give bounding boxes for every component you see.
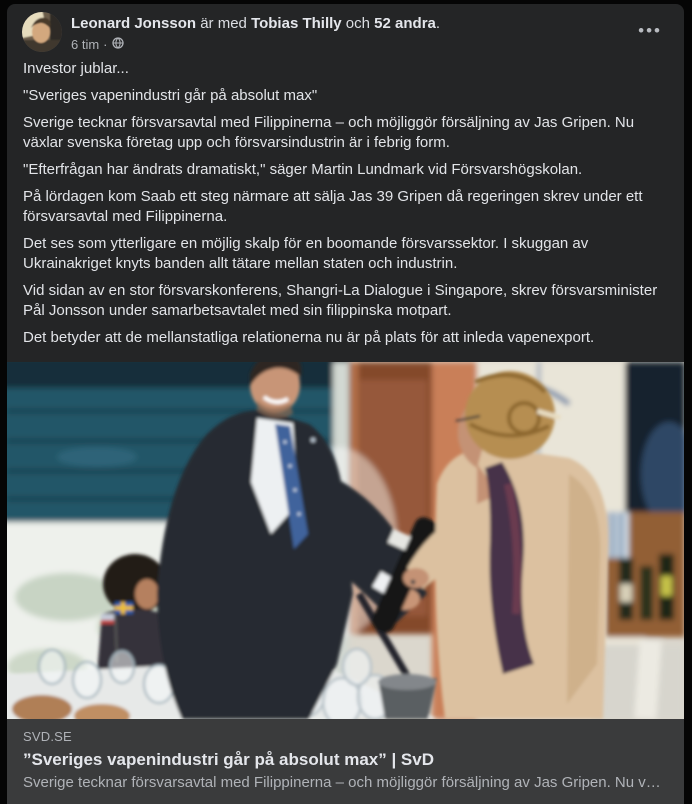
header-text [71,12,632,53]
post-body [7,53,684,348]
post-paragraph: Det betyder att de mellanstatliga relationerna nu är på plats för att inleda vapenexport. [23,329,595,346]
post-photo[interactable] [7,362,684,719]
post-paragraph: "Efterfrågan har ändrats dramatiskt," säger Martin Lundmark vid Försvarshögskolan. [23,161,583,178]
post-paragraph: Vid sidan av en stor försvarskonferens, Shangri-La Dialogue i Singapore, skrev försvarsminister Pål Jonsson under samarbetsavtalet med sin filippinska motpart. [23,282,658,319]
link-domain: SVD.SE [23,729,72,744]
facebook-post-card [7,4,684,804]
meta-separator: · [103,37,108,52]
post-meta [71,37,632,53]
post-paragraph: "Sveriges vapenindustri går på absolut max" [23,87,318,104]
post-paragraph: Sverige tecknar försvarsavtal med Filippinerna – och möjliggör försäljning av Jas Gripen. Nu växlar svenska företag upp och försvarsindustrin är i febrig form. [23,114,635,151]
others-count[interactable]: 52 andra [374,15,436,32]
post-paragraph: Investor jublar... [23,60,129,77]
link-preview-card[interactable] [7,719,684,804]
author-avatar[interactable] [22,12,62,52]
link-description: Sverige tecknar försvarsavtal med Filippinerna – och möjliggör försäljning av Jas Gripen. Nu v… [23,774,661,791]
tagged-friend-name[interactable]: Tobias Thilly [251,15,342,32]
byline-period: . [435,15,441,32]
post-header [7,4,684,53]
link-title: ”Sveriges vapenindustri går på absolut max” | SvD [23,750,434,769]
post-byline [71,12,632,33]
globe-icon [112,37,124,53]
post-menu-button[interactable]: ••• [638,21,662,40]
and-text: och [341,15,375,32]
timestamp[interactable]: 6 tim [71,37,100,52]
author-name[interactable]: Leonard Jonsson [71,15,197,32]
with-text: är med [196,15,252,32]
post-paragraph: Det ses som ytterligare en möjlig skalp för en boomande försvarssektor. I skuggan av Ukrainakriget knyts banden allt tätare mellan staten och industrin. [23,235,589,272]
post-paragraph: På lördagen kom Saab ett steg närmare att sälja Jas 39 Gripen då regeringen skrev under ett försvarsavtal med Filippinerna. [23,188,643,225]
